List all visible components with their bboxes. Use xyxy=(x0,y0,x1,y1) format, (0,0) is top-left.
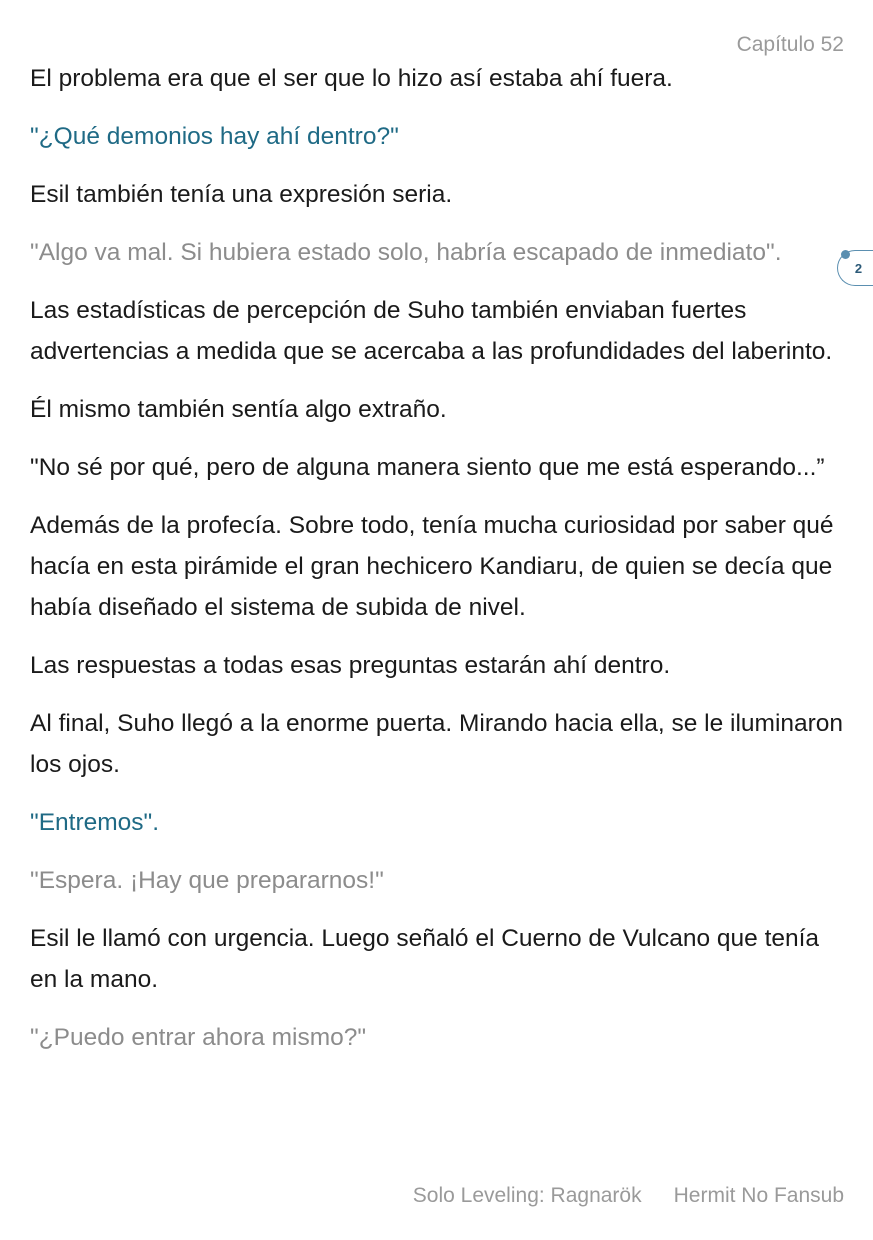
novel-title: Solo Leveling: Ragnarök xyxy=(412,1184,642,1207)
paragraph: Esil le llamó con urgencia. Luego señaló el Cuerno de Vulcano que tenía en la mano. xyxy=(30,925,820,993)
paragraph: Las estadísticas de percepción de Suho también enviaban fuertes advertencias a medida que se acercaba a las profundidades del laberinto. xyxy=(30,297,833,365)
paragraph: "No sé por qué, pero de alguna manera siento que me está esperando...” xyxy=(30,454,825,481)
paragraph: Él mismo también sentía algo extraño. xyxy=(30,396,447,423)
paragraph: Esil también tenía una expresión seria. xyxy=(30,181,453,208)
dialogue-paragraph: "¿Qué demonios hay ahí dentro?" xyxy=(30,123,399,150)
comment-count: 2 xyxy=(854,260,863,276)
translator-name: Hermit No Fansub xyxy=(673,1184,844,1207)
page-footer xyxy=(413,1183,844,1209)
dialogue-paragraph: "Entremos". xyxy=(30,809,160,836)
paragraph: El problema era que el ser que lo hizo así estaba ahí fuera. xyxy=(30,65,673,92)
dialogue-paragraph: "Algo va mal. Si hubiera estado solo, habría escapado de inmediato". xyxy=(30,239,782,266)
badge-dot-icon xyxy=(841,250,850,259)
paragraph: Al final, Suho llegó a la enorme puerta. Mirando hacia ella, se le iluminaron los ojos. xyxy=(30,710,844,778)
paragraph: Las respuestas a todas esas preguntas estarán ahí dentro. xyxy=(30,652,671,679)
dialogue-paragraph: "¿Puedo entrar ahora mismo?" xyxy=(30,1024,367,1051)
paragraph: Además de la profecía. Sobre todo, tenía mucha curiosidad por saber qué hacía en esta pirámide el gran hechicero Kandiaru, de quien se decía que había diseñado el sistema de subida de nivel. xyxy=(30,512,834,621)
chapter-header: Capítulo 52 xyxy=(736,33,844,56)
chapter-text xyxy=(30,58,845,1075)
dialogue-paragraph: "Espera. ¡Hay que prepararnos!" xyxy=(30,867,384,894)
